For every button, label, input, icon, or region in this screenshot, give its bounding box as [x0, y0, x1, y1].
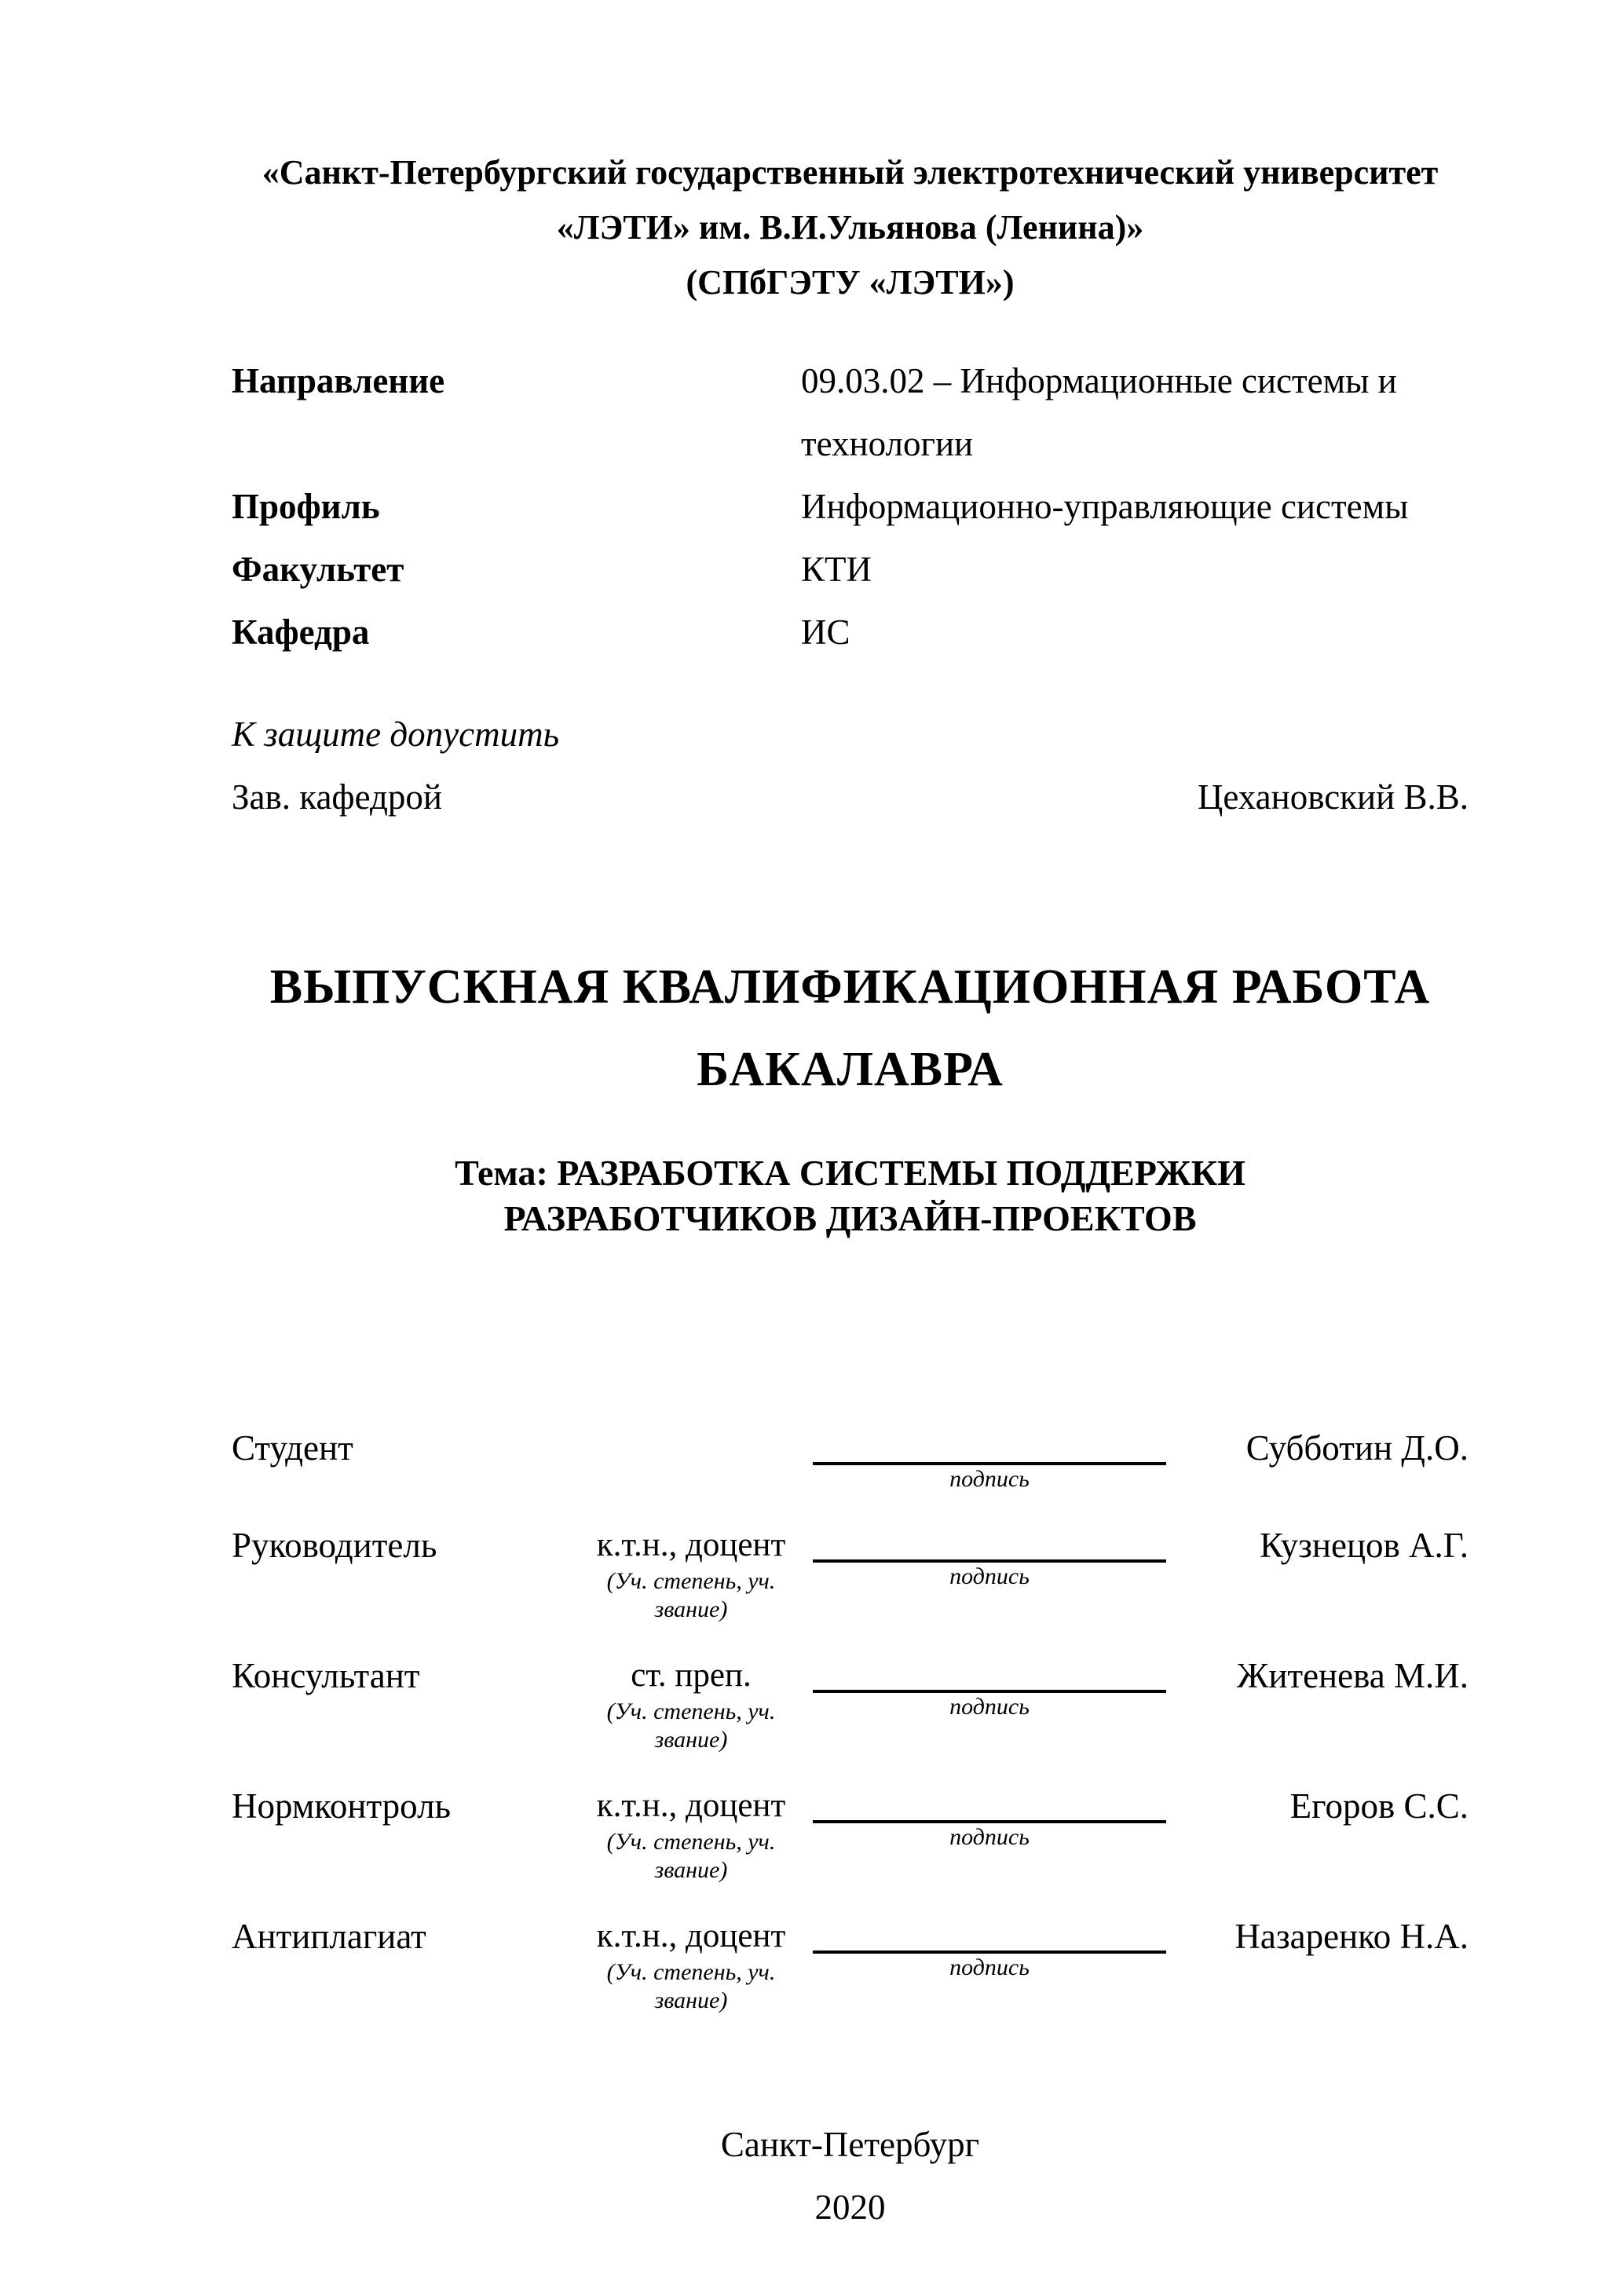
signature-degree: к.т.н., доцент [596, 1918, 786, 1954]
signature-line-cell [809, 1523, 1170, 1624]
signature-degree-cell [573, 1654, 809, 1754]
signature-row-antiplagiarism [232, 1914, 1469, 2015]
admission-block [232, 703, 1469, 828]
signatures-block [232, 1426, 1469, 2015]
signature-degree-cell [573, 1914, 809, 2015]
signature-line-cell [809, 1654, 1170, 1754]
department-head-position: Зав. кафедрой [232, 777, 442, 817]
university-header [232, 145, 1469, 310]
signature-role: Антиплагиат [232, 1917, 426, 1956]
signature-row-student [232, 1426, 1469, 1493]
signature-degree-cell [573, 1426, 809, 1493]
signature-line-cell [809, 1784, 1170, 1885]
field-label-department: Кафедра [232, 612, 370, 652]
signature-line-caption: подпись [949, 1563, 1030, 1589]
signature-role: Консультант [232, 1656, 420, 1695]
signature-row-consultant [232, 1654, 1469, 1754]
signature-degree-caption: (Уч. степень, уч. звание) [606, 1568, 776, 1622]
signature-line-caption: подпись [949, 1954, 1030, 1980]
signature-degree-caption: (Уч. степень, уч. звание) [606, 1698, 776, 1753]
signature-row-normcontrol [232, 1784, 1469, 1885]
signature-name: Житенева М.И. [1237, 1656, 1469, 1695]
university-name-line2: «ЛЭТИ» им. В.И.Ульянова (Ленина)» [556, 208, 1144, 247]
admission-signature-row [232, 766, 1469, 828]
signature-line [813, 1914, 1166, 1954]
signature-name: Егоров С.С. [1289, 1786, 1469, 1826]
signature-line-caption: подпись [949, 1824, 1030, 1850]
university-abbreviation: (СПбГЭТУ «ЛЭТИ») [686, 263, 1015, 302]
work-title-line1: ВЫПУСКНАЯ КВАЛИФИКАЦИОННАЯ РАБОТА [269, 960, 1431, 1014]
program-info-block [232, 349, 1469, 664]
footer-year: 2020 [814, 2188, 886, 2227]
info-row-profile [232, 475, 1469, 538]
signature-degree: к.т.н., доцент [596, 1787, 786, 1824]
signature-line-caption: подпись [949, 1694, 1030, 1720]
field-value-department: ИС [801, 612, 850, 652]
department-head-name: Цехановский В.В. [1197, 777, 1469, 817]
university-name-line1: «Санкт-Петербургский государственный электротехнический университет [262, 153, 1439, 192]
footer-city: Санкт-Петербург [720, 2125, 980, 2164]
info-row-faculty [232, 538, 1469, 601]
signature-degree-caption: (Уч. степень, уч. звание) [606, 1959, 776, 2013]
field-label-faculty: Факультет [232, 550, 404, 589]
signature-line-cell [809, 1914, 1170, 2015]
field-label-direction: Направление [232, 361, 445, 400]
work-title [232, 946, 1469, 1111]
work-theme-line2: РАЗРАБОТЧИКОВ ДИЗАЙН-ПРОЕКТОВ [503, 1198, 1197, 1238]
admission-permit-line: К защите допустить [232, 715, 560, 754]
signature-name: Назаренко Н.А. [1234, 1917, 1469, 1956]
work-theme [232, 1150, 1469, 1241]
signature-line-caption: подпись [949, 1466, 1030, 1492]
signature-degree-cell [573, 1523, 809, 1624]
signature-role: Нормконтроль [232, 1786, 452, 1826]
signature-degree-caption: (Уч. степень, уч. звание) [606, 1829, 776, 1883]
info-row-direction [232, 349, 1469, 475]
signature-degree: ст. преп. [631, 1657, 752, 1694]
signature-role: Руководитель [232, 1526, 437, 1565]
signature-line [813, 1426, 1166, 1465]
signature-degree: к.т.н., доцент [596, 1526, 786, 1563]
footer-block [232, 2113, 1469, 2239]
field-value-direction: 09.03.02 – Информационные системы и технологии [801, 361, 1397, 463]
info-row-department [232, 601, 1469, 664]
signature-name: Кузнецов А.Г. [1260, 1526, 1469, 1565]
signature-row-supervisor [232, 1523, 1469, 1624]
signature-name: Субботин Д.О. [1245, 1428, 1469, 1468]
work-theme-line1: Тема: РАЗРАБОТКА СИСТЕМЫ ПОДДЕРЖКИ [455, 1153, 1245, 1193]
work-title-line2: БАКАЛАВРА [697, 1043, 1004, 1096]
signature-line [813, 1654, 1166, 1693]
signature-degree-cell [573, 1784, 809, 1885]
field-value-profile: Информационно-управляющие системы [801, 487, 1409, 526]
field-value-faculty: КТИ [801, 550, 872, 589]
signature-line-cell [809, 1426, 1170, 1493]
signature-line [813, 1784, 1166, 1823]
signature-line [813, 1523, 1166, 1563]
signature-role: Студент [232, 1428, 353, 1468]
field-label-profile: Профиль [232, 487, 380, 526]
